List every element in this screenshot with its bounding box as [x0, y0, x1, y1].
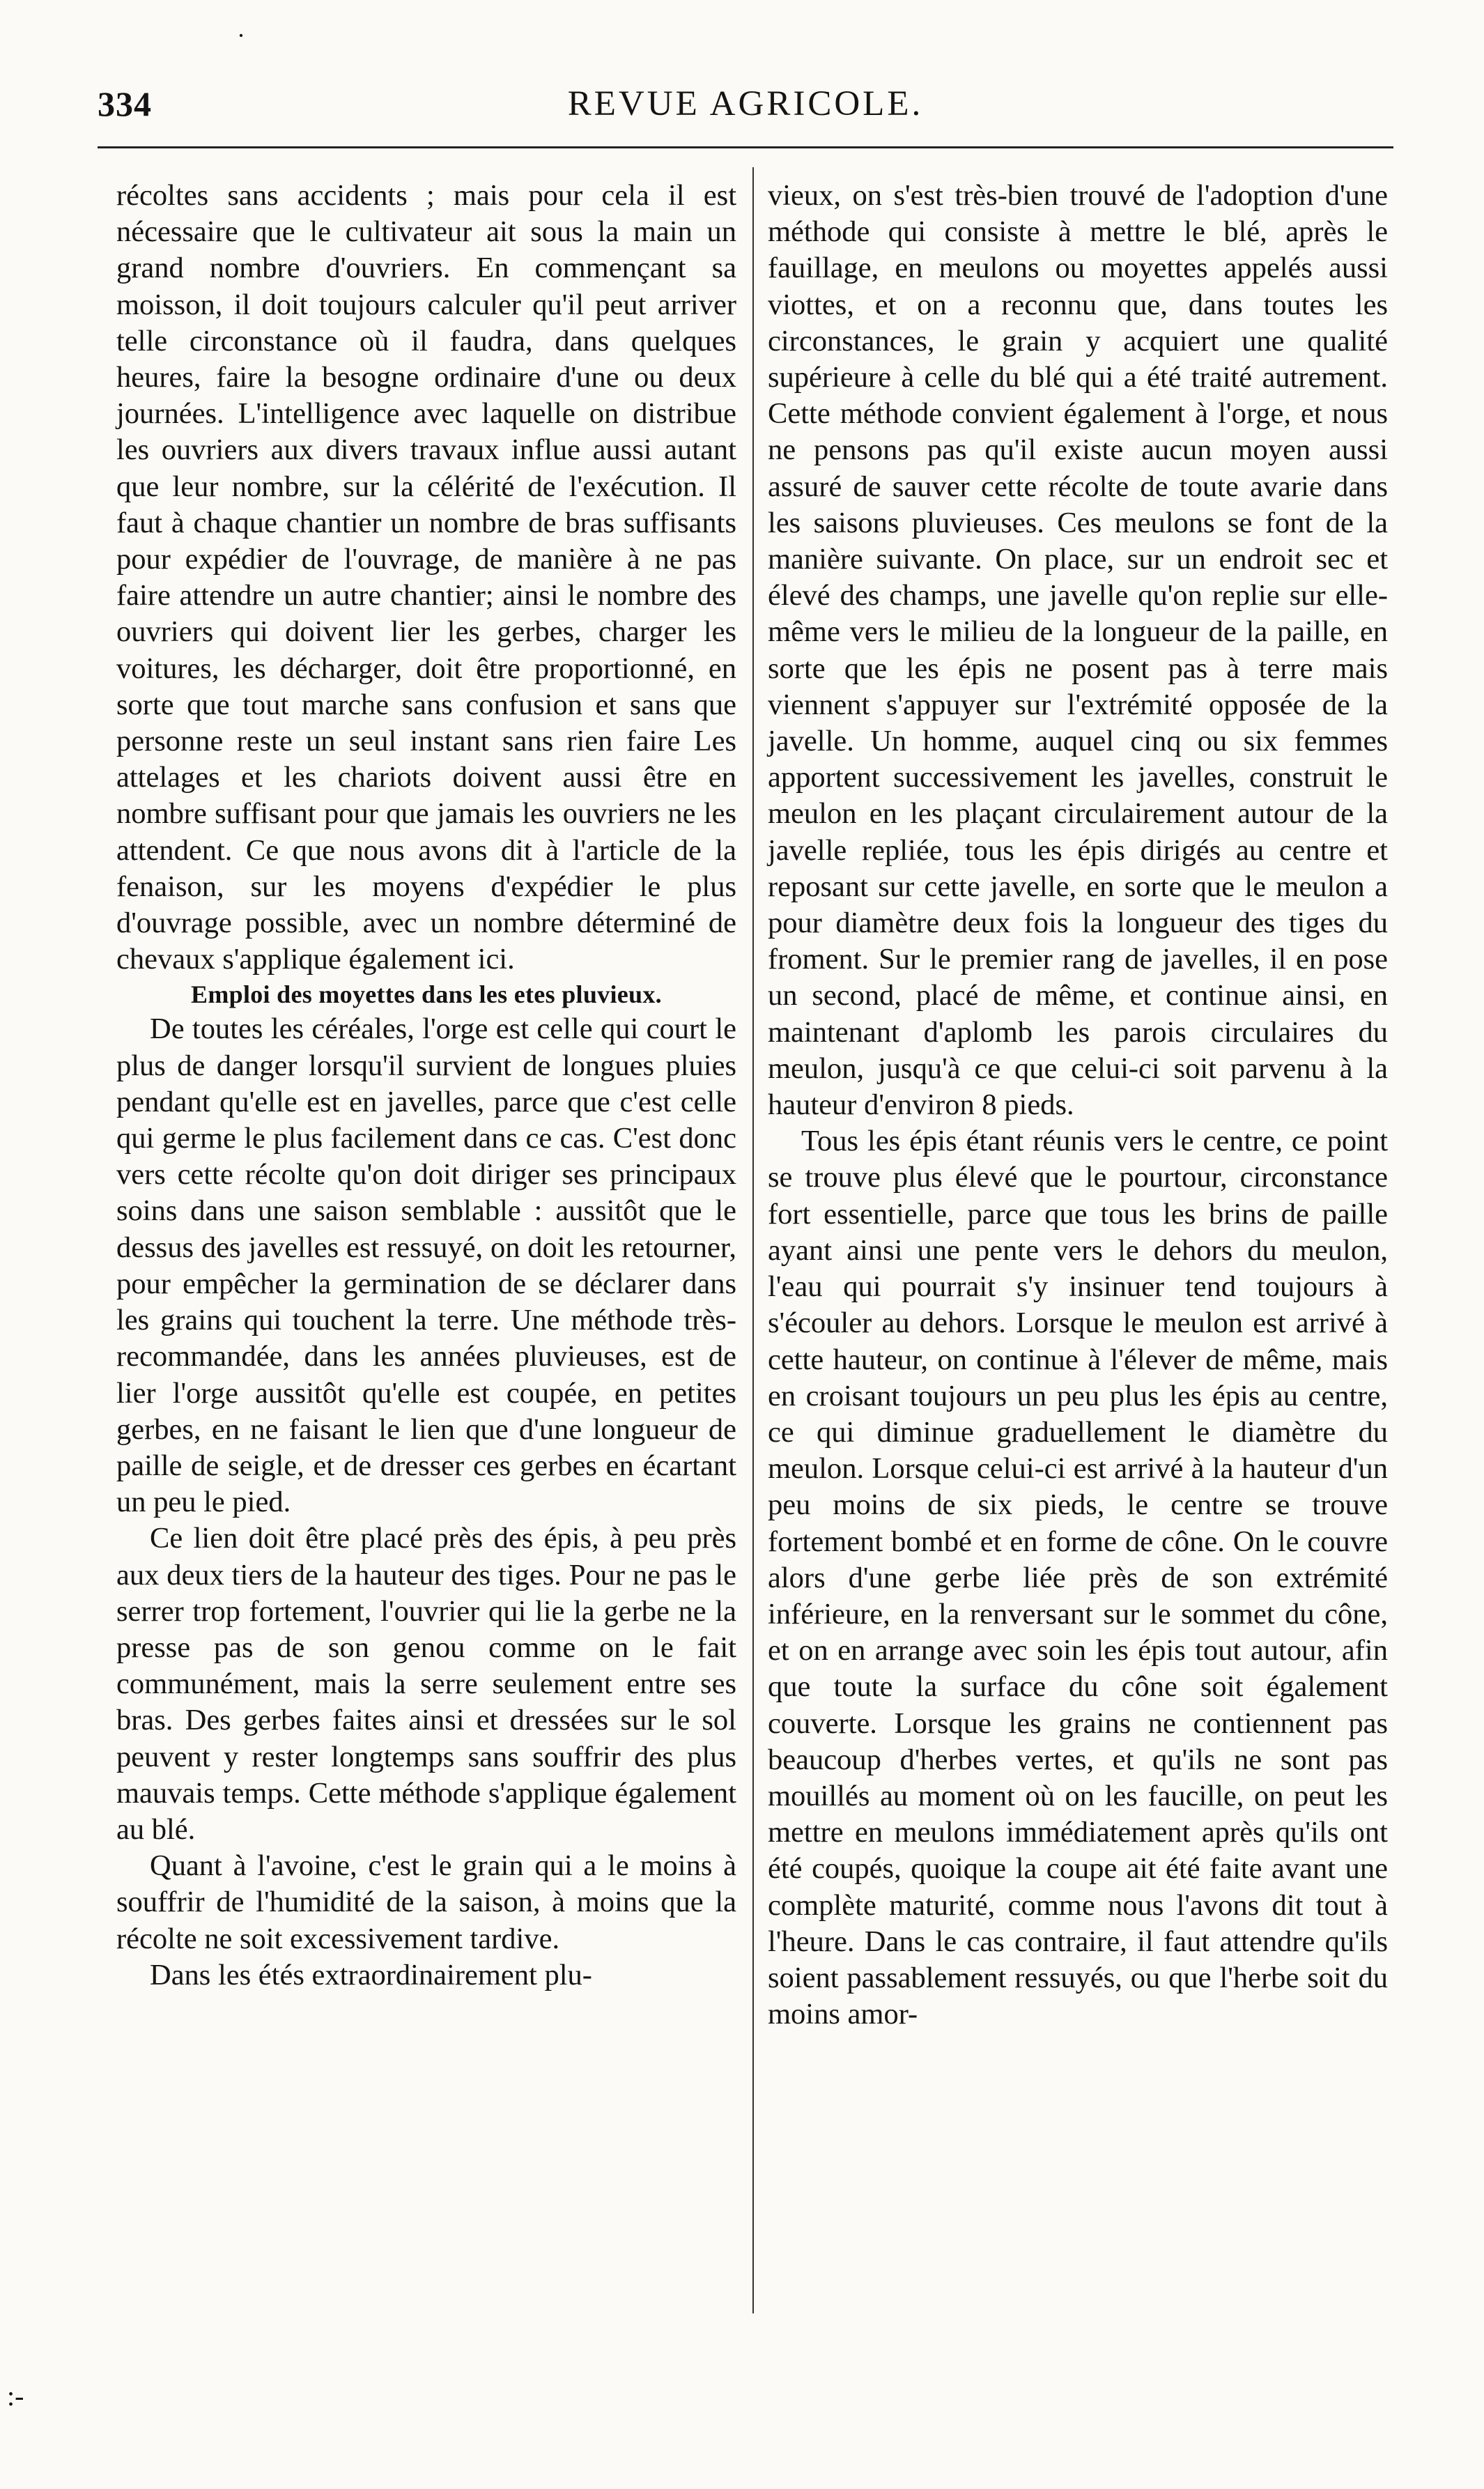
- left-paragraph-5: Dans les étés extraordinairement plu-: [150, 1958, 592, 1991]
- right-paragraph-2: Tous les épis étant réunis vers le centre, ce point se trouve plus élevé que le pourtour, circonstance fort essentielle, parce que tous les brins de paille ayant ainsi une pente vers le dehors du meulon, l'eau qui pourrait s'y insinuer tend toujours à s'écouler au dehors. Lorsque le meulon est arrivé à cette hauteur, on continue à l'élever de même, mais en croisant toujours un peu plus les épis au centre, ce qui diminue graduellement le diamètre du meulon. Lorsque celui-ci est arrivé à la hauteur d'un peu moins de six pieds, le centre se trouve fortement bombé et en forme de cône. On le couvre alors d'une gerbe liée près de son extrémité inférieure, en la renversant sur le sommet du cône, et on en arrange avec soin les épis tout autour, afin que toute la surface du cône soit également couverte. Lorsque les grains ne contiennent pas beaucoup d'herbes vertes, et qu'ils ne sont pas mouillés au moment où on les faucille, on peut les mettre en meulons immédiatement après qu'ils ont été coupés, quoique la coupe ait été faite avant une complète maturité, comme nous l'avons dit tout à l'heure. Dans le cas contraire, il faut attendre qu'ils soient passablement ressuyés, ou que l'herbe soit du moins amor-: [768, 1125, 1388, 2031]
- left-paragraph-4: Quant à l'avoine, c'est le grain qui a le moins à souffrir de l'humidité de la saison, à moins que la récolte ne soit excessivement tardive.: [116, 1849, 736, 1955]
- right-column: [768, 178, 1388, 2033]
- column-divider: [752, 167, 754, 2313]
- stray-dot-mark: ·: [237, 22, 245, 49]
- left-column: [116, 178, 736, 1994]
- page-header: [98, 84, 1393, 148]
- margin-mark: :-: [7, 2380, 24, 2412]
- running-title: REVUE AGRICOLE.: [567, 84, 924, 123]
- section-subheading: Emploi des moyettes dans les etes pluvieux.: [191, 980, 662, 1009]
- left-paragraph-2: De toutes les céréales, l'orge est celle qui court le plus de danger lorsqu'il survient de longues pluies pendant qu'elle est en javelles, parce que c'est celle qui germe le plus facilement dans ce cas. C'est donc vers cette récolte qu'on doit diriger ses principaux soins dans une saison semblable : aussitôt que le dessus des javelles est ressuyé, on doit les retourner, pour empêcher la germination de se déclarer dans les grains qui touchent la terre. Une méthode très-recommandée, dans les années pluvieuses, est de lier l'orge aussitôt qu'elle est coupée, en petites gerbes, en ne faisant le lien que d'une longueur de paille de seigle, et de dresser ces gerbes en écartant un peu le pied.: [116, 1012, 736, 1519]
- left-paragraph-1: récoltes sans accidents ; mais pour cela il est nécessaire que le cultivateur ait sous la main un grand nombre d'ouvriers. En commençant sa moisson, il doit toujours calculer qu'il peut arriver telle circonstance où il faudra, dans quelques heures, faire la besogne ordinaire d'une ou deux journées. L'intelligence avec laquelle on distribue les ouvriers aux divers travaux influe aussi autant que leur nombre, sur la célérité de l'exécution. Il faut à chaque chantier un nombre de bras suffisants pour expédier de l'ouvrage, de manière à ne pas faire attendre un autre chantier; ainsi le nombre des ouvriers qui doivent lier les gerbes, charger les voitures, les décharger, doit être proportionné, en sorte que tout marche sans confusion et sans que personne reste un seul instant sans rien faire Les attelages et les chariots doivent aussi être en nombre suffisant pour que jamais les ouvriers ne les attendent. Ce que nous avons dit à l'article de la fenaison, sur les moyens d'expédier le plus d'ouvrage possible, avec un nombre déterminé de chevaux s'applique également ici.: [116, 179, 736, 976]
- right-paragraph-1: vieux, on s'est très-bien trouvé de l'adoption d'une méthode qui consiste à mettre le blé, après le fauillage, en meulons ou moyettes appelés aussi viottes, et on a reconnu que, dans toutes les circonstances, le grain y acquiert une qualité supérieure à celle du blé qui a été traité autrement. Cette méthode convient également à l'orge, et nous ne pensons pas qu'il existe aucun moyen aussi assuré de sauver cette récolte de toute avarie dans les saisons pluvieuses. Ces meulons se font de la manière suivante. On place, sur un endroit sec et élevé des champs, une javelle qu'on replie sur elle-même vers le milieu de la longueur de la paille, en sorte que les épis ne posent pas à terre mais viennent s'appuyer sur l'extrémité opposée de la javelle. Un homme, auquel cinq ou six femmes apportent successivement les javelles, construit le meulon en les plaçant circulairement autour de la javelle repliée, tous les épis dirigés au centre et reposant sur cette javelle, en sorte que le meulon a pour diamètre deux fois la longueur des tiges du froment. Sur le premier rang de javelles, il en pose un second, placé de même, et continue ainsi, en maintenant d'aplomb les parois circulaires du meulon, jusqu'à ce que celui-ci soit parvenu à la hauteur d'environ 8 pieds.: [768, 179, 1388, 1122]
- header-rule: [98, 146, 1393, 148]
- left-paragraph-3: Ce lien doit être placé près des épis, à peu près aux deux tiers de la hauteur des tiges. Pour ne pas le serrer trop fortement, l'ouvrier qui lie la gerbe ne la presse pas de son genou comme on le fait communément, mais la serre seulement entre ses bras. Des gerbes faites ainsi et dressées sur le sol peuvent y rester longtemps sans souffrir des plus mauvais temps. Cette méthode s'applique également au blé.: [116, 1522, 736, 1846]
- page-number: 334: [98, 84, 152, 123]
